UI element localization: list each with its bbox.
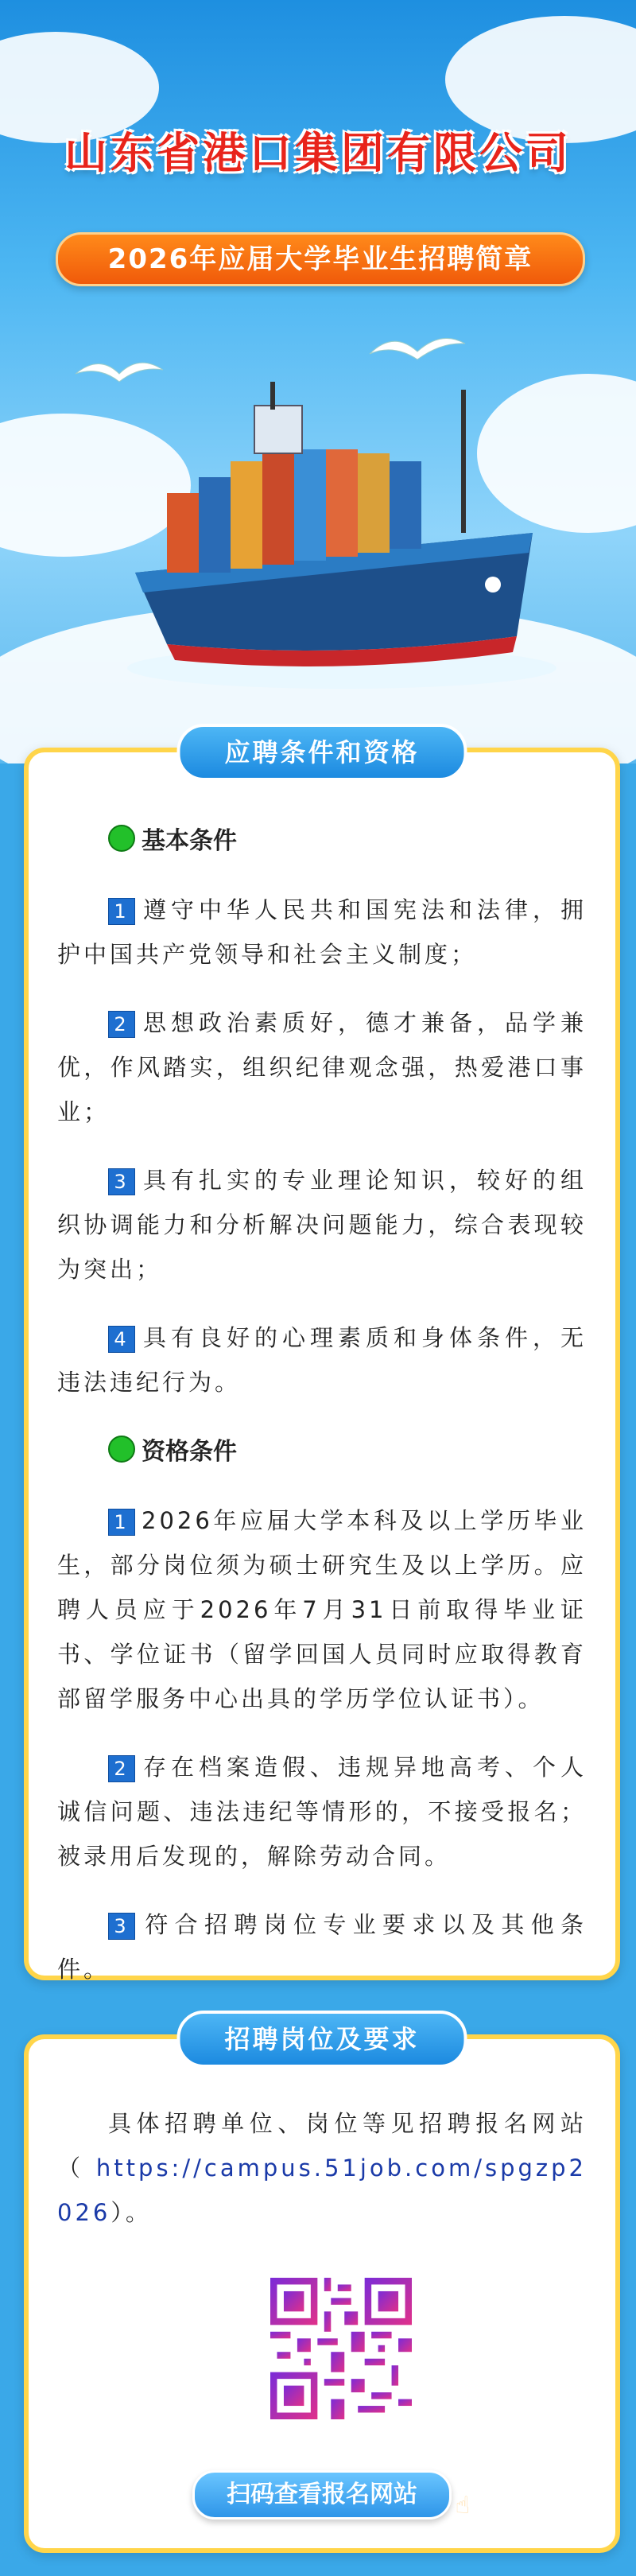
section-conditions — [24, 737, 620, 1983]
number-badge: 1 — [108, 1509, 135, 1536]
section-positions — [24, 2024, 620, 2553]
item-text: 遵守中华人民共和国宪法和法律，拥护中国共产党领导和社会主义制度； — [57, 896, 587, 968]
section-content — [57, 2101, 587, 2259]
pointer-hand-icon: ☝ — [455, 2492, 470, 2520]
outro-text: ）。 — [111, 2199, 152, 2226]
subhead-label: 资格条件 — [142, 1438, 237, 1466]
number-badge: 4 — [108, 1326, 135, 1353]
hero-banner — [0, 0, 636, 763]
company-title: 山东省港口集团有限公司 — [64, 128, 572, 178]
number-badge: 3 — [108, 1168, 135, 1195]
list-item — [57, 1158, 587, 1292]
number-badge: 3 — [108, 1913, 135, 1940]
item-text: 2026年应届大学本科及以上学历毕业生，部分岗位须为硕士研究生及以上学历。应聘人员应于2026年7月31日前取得毕业证书、学位证书（留学回国人员同时应取得教育部留学服务中心出具的学历学位认证书）。 — [57, 1507, 587, 1712]
list-item — [57, 1745, 587, 1879]
green-dot-icon — [108, 825, 135, 852]
list-item — [57, 1498, 587, 1721]
section-content — [57, 814, 587, 2015]
subhead-basic — [108, 821, 587, 856]
list-item — [57, 888, 587, 977]
intro-text: 具体招聘单位、岗位等见招聘报名网站（ — [57, 2110, 587, 2182]
seagull-icon — [366, 326, 469, 374]
cargo-ship-illustration — [119, 374, 564, 692]
list-item — [57, 1902, 587, 1991]
green-dot-icon — [108, 1436, 135, 1463]
subhead-label: 基本条件 — [142, 827, 237, 855]
section-title: 招聘岗位及要求 — [176, 2011, 467, 2068]
item-text: 具有扎实的专业理论知识，较好的组织协调能力和分析解决问题能力，综合表现较为突出； — [57, 1167, 587, 1283]
scan-qr-label: 扫码查看报名网站 — [227, 2481, 417, 2508]
number-badge: 2 — [108, 1011, 135, 1038]
number-badge: 1 — [108, 898, 135, 925]
positions-text — [57, 2101, 587, 2235]
item-text: 具有良好的心理素质和身体条件，无违法违纪行为。 — [57, 1324, 587, 1396]
item-text: 存在档案造假、违规异地高考、个人诚信问题、违法违纪等情形的，不接受报名；被录用后发现的，解除劳动合同。 — [57, 1754, 587, 1870]
scan-qr-button[interactable] — [192, 2470, 470, 2520]
item-text: 思想政治素质好，德才兼备，品学兼优，作风踏实，组织纪律观念强，热爱港口事业； — [57, 1009, 587, 1125]
item-text: 符合招聘岗位专业要求以及其他条件。 — [57, 1911, 587, 1983]
recruitment-subtitle: 2026年应届大学毕业生招聘简章 — [56, 232, 585, 286]
section-title: 应聘条件和资格 — [176, 724, 467, 781]
qr-code-icon[interactable] — [270, 2278, 412, 2419]
list-item — [57, 1315, 587, 1405]
recruitment-website-link[interactable]: https://campus.51job.com/spgzp2026 — [57, 2154, 587, 2226]
number-badge: 2 — [108, 1755, 135, 1782]
subhead-qualification — [108, 1432, 587, 1467]
list-item — [57, 1000, 587, 1134]
